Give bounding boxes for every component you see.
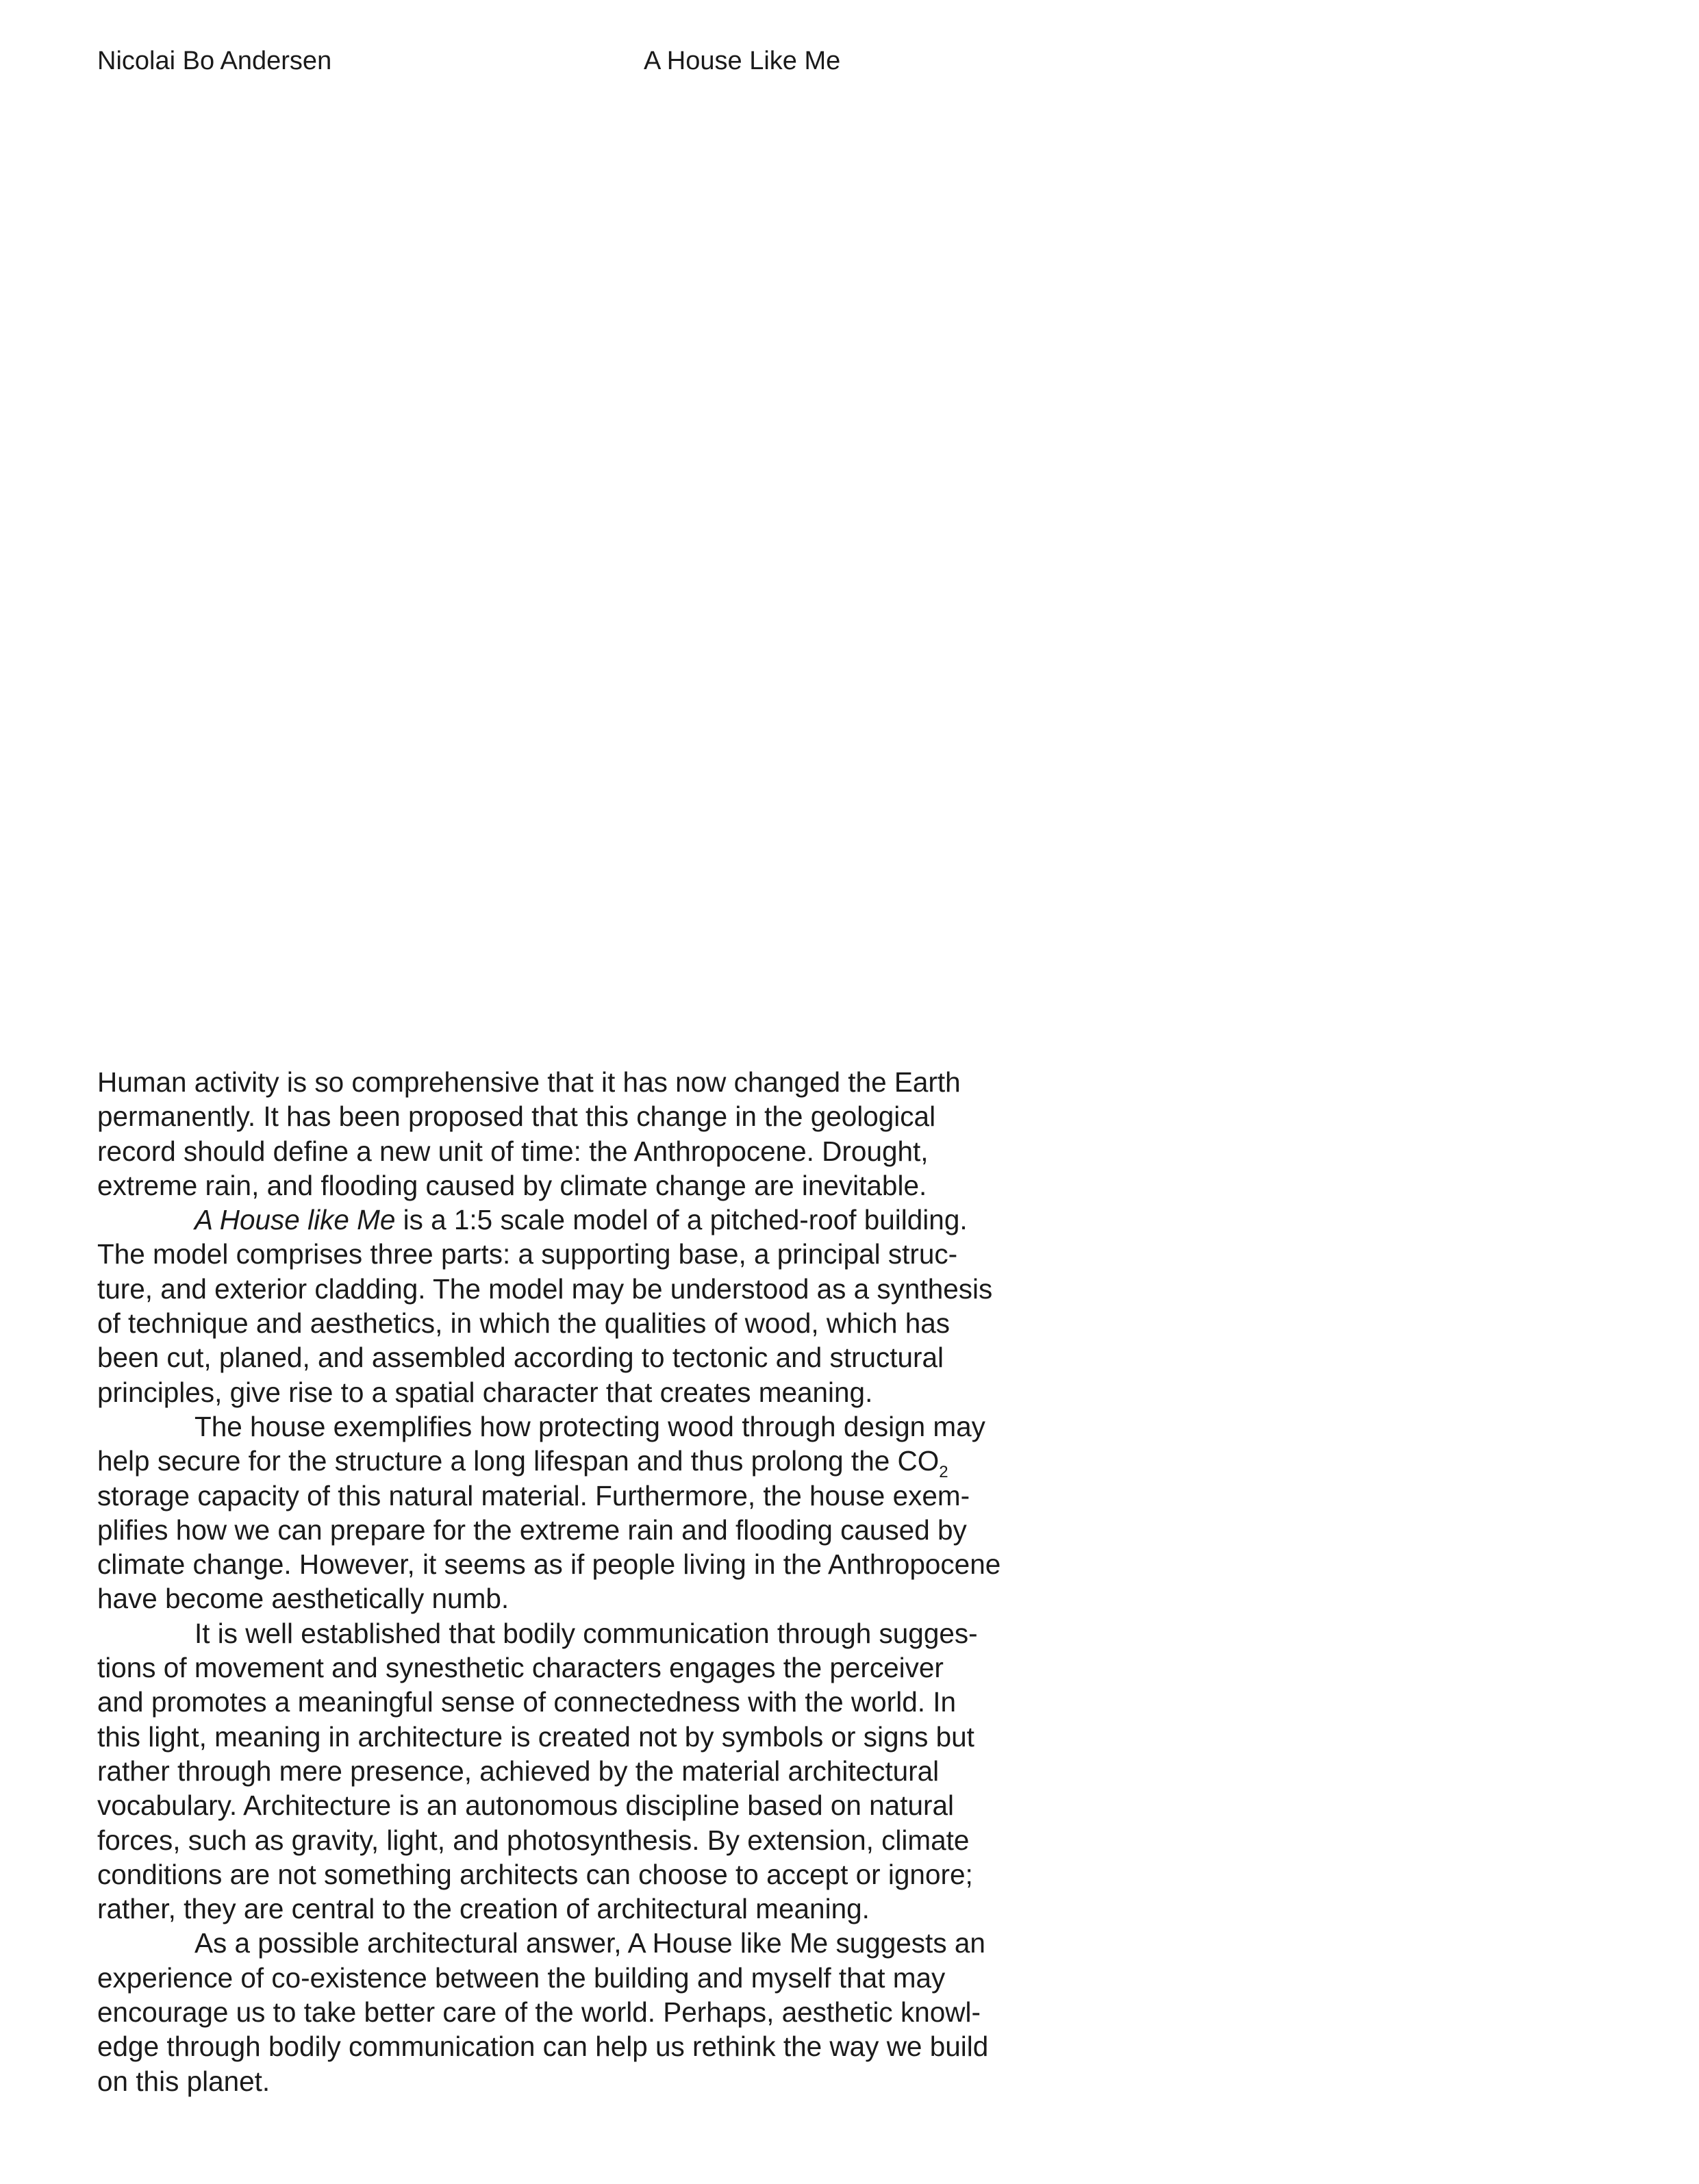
subscript: 2	[939, 1463, 948, 1482]
essay-body	[97, 1065, 1056, 2098]
running-head-author: Nicolai Bo Andersen	[97, 47, 332, 75]
text-line: experience of co-existence between the building and myself that may	[97, 1961, 946, 1994]
text-line: record should define a new unit of time: the Anthropocene. Drought,	[97, 1135, 929, 1167]
text-line: storage capacity of this natural material. Furthermore, the house exem-	[97, 1479, 970, 1511]
text-line: and promotes a meaningful sense of connectedness with the world. In	[97, 1686, 956, 1718]
text-fragment: help secure for the structure a long lifespan and thus prolong the CO	[97, 1445, 940, 1477]
paragraph-5	[97, 1926, 1056, 2098]
text-line: The house exemplifies how protecting wood through design may	[194, 1410, 985, 1442]
paragraph-1	[97, 1065, 1056, 1203]
text-line: It is well established that bodily communication through sugges-	[194, 1617, 978, 1649]
text-line	[97, 1203, 1056, 1237]
text-line: tions of movement and synesthetic characters engages the perceiver	[97, 1652, 944, 1684]
text-line: of technique and aesthetics, in which the qualities of wood, which has	[97, 1307, 951, 1340]
text-line: climate change. However, it seems as if people living in the Anthropocene	[97, 1548, 1001, 1581]
text-line: have become aesthetically numb.	[97, 1583, 509, 1615]
paragraph-2	[97, 1203, 1056, 1409]
text-line: ture, and exterior cladding. The model may be understood as a synthesis	[97, 1272, 993, 1305]
text-line: this light, meaning in architecture is created not by symbols or signs but	[97, 1720, 974, 1753]
text-line: encourage us to take better care of the world. Perhaps, aesthetic knowl-	[97, 1996, 981, 2029]
text-line: As a possible architectural answer, A House like Me suggests an	[194, 1927, 985, 1959]
text-line: Human activity is so comprehensive that it has now changed the Earth	[97, 1066, 961, 1098]
text-line: principles, give rise to a spatial character that creates meaning.	[97, 1376, 873, 1408]
text-line: extreme rain, and flooding caused by climate change are inevitable.	[97, 1169, 927, 1201]
text-line: plifies how we can prepare for the extreme rain and flooding caused by	[97, 1514, 967, 1546]
text-line: The model comprises three parts: a supporting base, a principal struc-	[97, 1238, 958, 1270]
text-line: vocabulary. Architecture is an autonomous discipline based on natural	[97, 1790, 954, 1822]
text-line: rather, they are central to the creation of architectural meaning.	[97, 1893, 870, 1925]
work-title-italic: A House like Me	[194, 1204, 396, 1236]
text-line	[97, 1444, 1056, 1482]
text-line: forces, such as gravity, light, and photosynthesis. By extension, climate	[97, 1824, 970, 1856]
text-line: permanently. It has been proposed that this change in the geological	[97, 1101, 936, 1133]
text-line: conditions are not something architects can choose to accept or ignore;	[97, 1858, 973, 1890]
paragraph-4	[97, 1616, 1056, 1926]
text-line: edge through bodily communication can help us rethink the way we build	[97, 2031, 989, 2063]
paragraph-3	[97, 1409, 1056, 1616]
text-line: rather through mere presence, achieved by the material architectural	[97, 1755, 940, 1787]
text-line: on this planet.	[97, 2065, 270, 2097]
text-fragment: is a 1:5 scale model of a pitched-roof building.	[395, 1204, 968, 1236]
running-head-title: A House Like Me	[644, 47, 841, 75]
text-line: been cut, planed, and assembled according to tectonic and structural	[97, 1342, 944, 1374]
